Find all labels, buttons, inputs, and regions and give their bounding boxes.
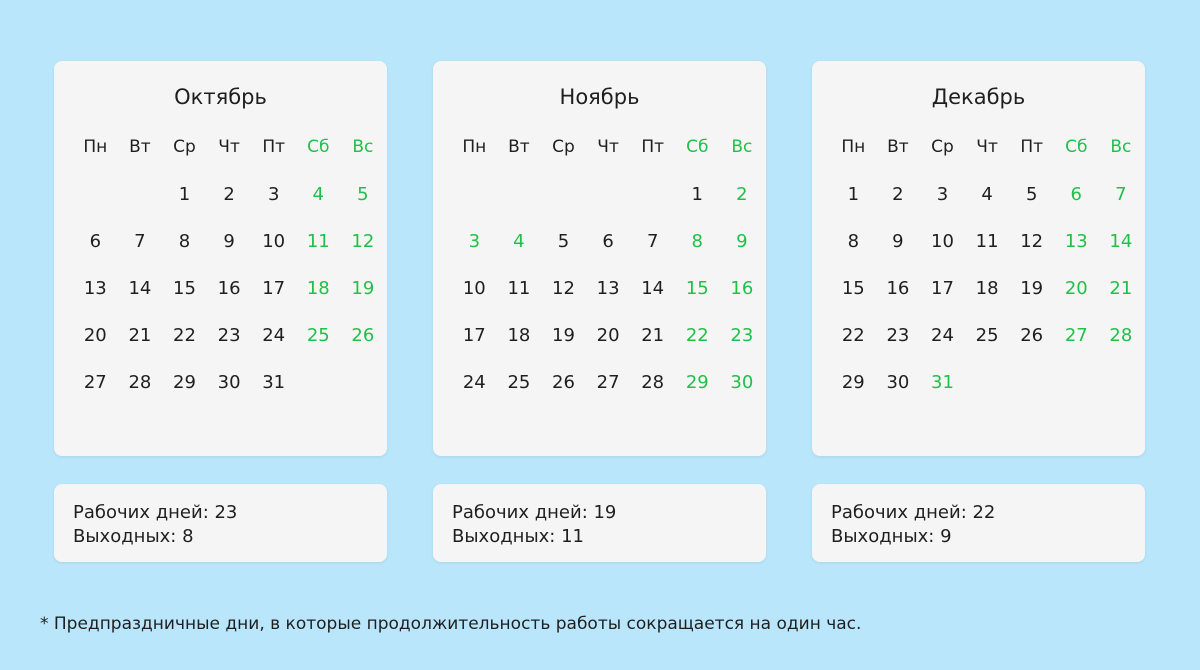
weekday-label: Ср xyxy=(552,137,575,157)
month-title: Ноябрь xyxy=(559,85,640,109)
day-cell: 30 xyxy=(217,372,241,393)
day-cell: 9 xyxy=(223,231,235,252)
day-grid xyxy=(73,183,375,418)
day-cell: 16 xyxy=(886,278,910,299)
stats-card-november xyxy=(433,484,766,562)
day-cell: 22 xyxy=(173,325,196,346)
weekday-label: Сб xyxy=(307,137,330,157)
day-cell: 8 xyxy=(178,231,191,252)
empty-cell xyxy=(452,183,497,230)
day-cell: 26 xyxy=(351,325,375,346)
day-cell: 17 xyxy=(931,278,954,299)
day-cell: 17 xyxy=(262,278,286,299)
day-cell: 13 xyxy=(83,278,107,299)
day-cell: 3 xyxy=(936,184,949,205)
day-cell: 3 xyxy=(468,231,481,252)
days-off-count: Выходных: 11 xyxy=(452,526,584,547)
day-cell: 26 xyxy=(1020,325,1044,346)
day-grid xyxy=(452,183,754,418)
day-cell: 30 xyxy=(730,372,754,393)
day-cell: 15 xyxy=(173,278,196,299)
day-cell: 2 xyxy=(223,184,235,205)
day-cell: 23 xyxy=(886,325,910,346)
day-cell: 29 xyxy=(173,372,196,393)
stats-card-december xyxy=(812,484,1145,562)
day-cell: 4 xyxy=(513,231,525,252)
empty-cell xyxy=(586,183,631,230)
day-cell: 16 xyxy=(217,278,241,299)
day-cell: 30 xyxy=(886,372,910,393)
weekday-label: Вт xyxy=(129,137,151,157)
month-card-november xyxy=(433,61,766,456)
month-card-october xyxy=(54,61,387,456)
day-cell: 14 xyxy=(641,278,665,299)
day-cell: 28 xyxy=(128,372,152,393)
day-cell: 19 xyxy=(1020,278,1044,299)
day-cell: 19 xyxy=(351,278,375,299)
day-cell: 3 xyxy=(267,184,280,205)
day-cell: 7 xyxy=(646,231,659,252)
day-cell: 25 xyxy=(306,325,330,346)
day-cell: 9 xyxy=(736,231,748,252)
day-cell: 5 xyxy=(1025,184,1038,205)
day-cell: 12 xyxy=(1020,231,1044,252)
day-cell: 10 xyxy=(262,231,286,252)
day-cell: 20 xyxy=(596,325,620,346)
day-cell: 24 xyxy=(931,325,954,346)
day-cell: 10 xyxy=(931,231,954,252)
day-cell: 6 xyxy=(602,231,614,252)
day-cell: 12 xyxy=(552,278,575,299)
day-cell: 22 xyxy=(841,325,865,346)
day-cell: 28 xyxy=(641,372,665,393)
day-cell: 19 xyxy=(552,325,575,346)
day-cell: 20 xyxy=(83,325,107,346)
day-cell: 20 xyxy=(1064,278,1088,299)
day-cell: 9 xyxy=(892,231,904,252)
day-cell: 12 xyxy=(351,231,375,252)
day-cell: 24 xyxy=(462,372,486,393)
day-cell: 27 xyxy=(83,372,107,393)
weekday-label: Пт xyxy=(1020,137,1044,157)
day-cell: 23 xyxy=(217,325,241,346)
day-cell: 29 xyxy=(841,372,865,393)
day-cell: 8 xyxy=(847,231,860,252)
month-card-december xyxy=(812,61,1145,456)
day-cell: 13 xyxy=(1064,231,1088,252)
day-cell: 6 xyxy=(89,231,102,252)
day-cell: 11 xyxy=(306,231,330,252)
day-cell: 1 xyxy=(178,184,191,205)
calendars-row xyxy=(54,61,1145,456)
days-off-count: Выходных: 9 xyxy=(831,526,952,547)
empty-cell xyxy=(497,183,542,230)
weekday-header xyxy=(73,135,374,183)
weekday-label: Сб xyxy=(1065,137,1088,157)
empty-cell xyxy=(541,183,586,230)
day-cell: 18 xyxy=(507,325,531,346)
weekday-label: Пн xyxy=(83,137,108,157)
day-cell: 8 xyxy=(691,231,703,252)
weekday-label: Пт xyxy=(262,137,286,157)
day-cell: 14 xyxy=(128,278,152,299)
empty-cell xyxy=(630,183,675,230)
day-cell: 18 xyxy=(975,278,999,299)
weekday-label: Пн xyxy=(462,137,487,157)
weekday-label: Вт xyxy=(887,137,909,157)
day-cell: 5 xyxy=(357,184,369,205)
day-cell: 15 xyxy=(685,278,709,299)
weekday-label: Чт xyxy=(218,137,240,157)
weekday-label: Вс xyxy=(1110,137,1132,157)
weekday-label: Ср xyxy=(931,137,954,157)
day-cell: 28 xyxy=(1109,325,1133,346)
day-cell: 1 xyxy=(847,184,860,205)
weekday-label: Пн xyxy=(841,137,866,157)
weekday-label: Пт xyxy=(641,137,665,157)
month-title: Октябрь xyxy=(174,85,267,109)
weekday-label: Вт xyxy=(508,137,530,157)
day-cell: 26 xyxy=(552,372,575,393)
day-cell: 31 xyxy=(262,372,286,393)
stats-card-october xyxy=(54,484,387,562)
day-cell: 14 xyxy=(1109,231,1133,252)
work-days-count: Рабочих дней: 22 xyxy=(831,502,996,523)
footnote: * Предпраздничные дни, в которые продолжительность работы сокращается на один час. xyxy=(40,614,862,634)
weekday-label: Сб xyxy=(686,137,709,157)
day-cell: 18 xyxy=(306,278,330,299)
work-days-count: Рабочих дней: 19 xyxy=(452,502,617,523)
month-title: Декабрь xyxy=(931,85,1026,109)
day-cell: 23 xyxy=(730,325,754,346)
work-days-count: Рабочих дней: 23 xyxy=(73,502,238,523)
day-cell: 11 xyxy=(975,231,999,252)
day-cell: 17 xyxy=(462,325,486,346)
weekday-label: Чт xyxy=(976,137,998,157)
weekday-label: Чт xyxy=(597,137,619,157)
day-cell: 24 xyxy=(262,325,286,346)
day-cell: 1 xyxy=(691,184,703,205)
day-cell: 29 xyxy=(685,372,709,393)
day-cell: 4 xyxy=(312,184,324,205)
day-cell: 15 xyxy=(841,278,865,299)
day-cell: 27 xyxy=(596,372,620,393)
day-cell: 22 xyxy=(685,325,709,346)
day-cell: 16 xyxy=(730,278,754,299)
day-cell: 21 xyxy=(641,325,665,346)
weekday-label: Вс xyxy=(352,137,374,157)
day-cell: 25 xyxy=(975,325,999,346)
days-off-count: Выходных: 8 xyxy=(73,526,194,547)
weekday-label: Ср xyxy=(173,137,196,157)
day-cell: 13 xyxy=(596,278,620,299)
day-cell: 31 xyxy=(931,372,954,393)
day-cell: 6 xyxy=(1070,184,1082,205)
weekday-header xyxy=(831,135,1132,183)
empty-cell xyxy=(73,183,118,230)
day-cell: 21 xyxy=(128,325,152,346)
day-cell: 2 xyxy=(892,184,904,205)
day-cell: 4 xyxy=(981,184,993,205)
weekday-header xyxy=(452,135,753,183)
day-cell: 5 xyxy=(557,231,570,252)
empty-cell xyxy=(118,183,163,230)
day-cell: 27 xyxy=(1064,325,1088,346)
day-cell: 10 xyxy=(462,278,486,299)
day-cell: 21 xyxy=(1109,278,1133,299)
day-cell: 7 xyxy=(1115,184,1127,205)
day-cell: 11 xyxy=(507,278,531,299)
weekday-label: Вс xyxy=(731,137,753,157)
stats-row xyxy=(54,484,1145,562)
day-cell: 25 xyxy=(507,372,531,393)
day-grid xyxy=(831,183,1133,418)
day-cell: 7 xyxy=(134,231,146,252)
day-cell: 2 xyxy=(736,184,748,205)
